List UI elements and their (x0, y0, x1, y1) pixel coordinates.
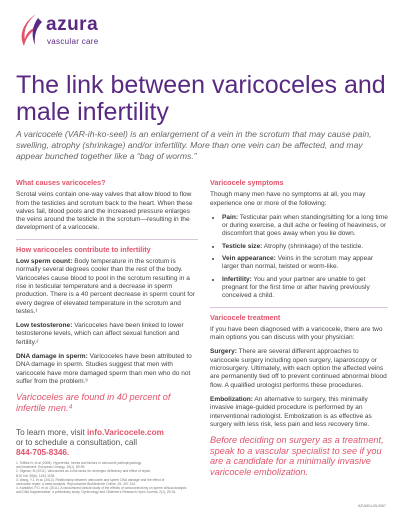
surgery-text: There are several different approaches to varicocele surgery including open surgery, laparoscopy or microsurgery. Ultimately, with each option the affected veins are permanently tied off to prevent continued abnormal blood flow. A qualified urologist performs these procedures. (210, 348, 387, 389)
low-testosterone-paragraph (16, 322, 198, 347)
dna-damage-label: DNA damage in sperm: (16, 353, 88, 361)
reference-line: BJU Intl, 98(6), 1194-1198. (16, 473, 56, 478)
reference-line: varicocele repair: a meta-analysis. Reproductive BioMedicine Online, 25, 307-314. (16, 482, 137, 487)
azura-swoosh-logo-icon (16, 12, 44, 50)
reference-line: and treatment. European Urology, 15(1), 89-99. (16, 465, 86, 470)
what-causes-text: Scrotal veins contain one-way valves that allow blood to flow from the testicles and scrotum back to the heart. When these valves fail, blood pools and the increased pressure enlarges the veins around the testicle in the scrotum—resulting in the development of a varicocele. (16, 191, 193, 232)
reference-line: 3. Wang, Y.J. et al. (2012). Relationship between varicocele and sperm DNA damage and the effect of (16, 477, 165, 482)
brand-name: azura (46, 14, 99, 35)
website-link[interactable]: info.Varicocele.com (86, 428, 164, 437)
brand-tagline: vascular care (47, 37, 99, 46)
divider (210, 307, 388, 308)
azura-logo (16, 12, 126, 50)
symptom-text: Atrophy (shrinkage) of the testicle. (263, 242, 364, 250)
low-sperm-paragraph (16, 258, 198, 316)
low-sperm-label: Low sperm count: (16, 258, 73, 266)
symptom-text: Veins in the scrotum may appear larger than normal, twisted or worm-like. (222, 255, 374, 271)
infertility-heading: How varicoceles contribute to infertility (16, 244, 151, 254)
surgery-paragraph (210, 348, 388, 389)
embolization-label: Embolization: (210, 395, 253, 403)
dna-damage-text: Varicoceles have been attributed to DNA damage in sperm. Studies suggest that men with varicocele have more damaged sperm than men who do not suffer from the problem.³ (16, 353, 192, 385)
list-item (222, 255, 388, 272)
phone-number[interactable]: 844-705-8346. (16, 448, 70, 457)
reference-line: 1. Tsiftsis N, et al (2008). Hyperemia, hernia and factors in varicocele pathophysiology (16, 461, 142, 465)
low-sperm-text: Body temperature in the scrotum is normally several degrees cooler than the rest of the body. Varicoceles cause blood to pool in the scrotum resulting in a rise in testicular temperature and a decrease in sperm production. There is a 40 percent decrease in sperm count for every degree of elevated temperature in the scrotum and testes.¹ (16, 258, 195, 315)
cta-prefix: To learn more, visit (16, 428, 87, 437)
symptoms-intro: Though many men have no symptoms at all, you may experience one or more of the following: (210, 191, 366, 207)
document-code: AZVADU-05-0067 (358, 504, 386, 508)
symptom-text: Testicular pain when standing/sitting for a long time or during exercise, a dull ache or feeling of heaviness, or discomfort that goes away when you lie down. (222, 213, 388, 238)
list-item (222, 243, 388, 251)
cta-middle: or to schedule a consultation, call (16, 438, 138, 447)
intro-paragraph: A varicocele (VAR-ih-ko-seel) is an enlargement of a vein in the scrotum that may cause pain, swelling, atrophy (shrinkage) and/or infertility. More than one vein can be affected, and may appear bunched together like a “bag of worms.” (16, 129, 372, 162)
contact-cta (16, 428, 196, 458)
what-causes-heading: What causes varicoceles? (16, 178, 106, 187)
surgery-label: Surgery: (210, 348, 237, 356)
embolization-paragraph (210, 396, 388, 429)
list-item (222, 276, 388, 301)
infertility-callout: Varicoceles are found in 40 percent of infertile men.⁴ (16, 392, 171, 413)
reference-line: 4. Kantartzi, P.D. et al. (2011). A randomized clinical study of the effects of varicocelectomy on sperm clinical analysis (16, 486, 187, 491)
symptom-label: Pain: (222, 213, 239, 221)
right-column (210, 179, 388, 477)
treatment-intro: If you have been diagnosed with a varicocele, there are two main options you can discuss with your physician: (210, 325, 383, 342)
embolization-text: An alternative to surgery, this minimally invasive image-guided procedure is performed by an interventional radiologist. Embolization is as effective as surgery with less risk, less pain and less recovery time. (210, 395, 372, 428)
treatment-callout: Before deciding on surgery as a treatment, speak to a vascular specialist to see if you are a candidate for a minimally invasive varicocele embolization. (210, 435, 384, 477)
dna-damage-paragraph (16, 353, 198, 386)
references (16, 461, 326, 495)
symptoms-heading: Varicocele symptoms (210, 178, 284, 187)
reference-line: and DNA fragmentation: a preliminary study. Gynecology and Obstetric's Research Open Journal, 2(1), 29-34. (16, 490, 177, 495)
page-title: The link between varicoceles and male infertility (16, 71, 386, 126)
symptom-label: Infertility: (222, 275, 252, 283)
symptom-text: You and your partner are unable to get pregnant for the first time or after having previously conceived a child. (222, 275, 370, 300)
divider (16, 239, 198, 240)
symptom-label: Testicle size: (222, 242, 263, 250)
low-testosterone-text: Varicoceles have been linked to lower testosterone levels, which can affect sexual function and fertility.² (16, 322, 184, 346)
low-testosterone-label: Low testosterone: (16, 322, 73, 330)
list-item (222, 214, 388, 239)
symptom-label: Vein appearance: (222, 255, 276, 263)
treatment-heading: Varicocele treatment (210, 312, 281, 322)
left-column (16, 179, 198, 413)
symptoms-list (210, 214, 388, 301)
reference-line: 2. Sigman, M (2011). Varicoceles as a risk factor for androgen deficiency and effect of repair. (16, 469, 151, 474)
